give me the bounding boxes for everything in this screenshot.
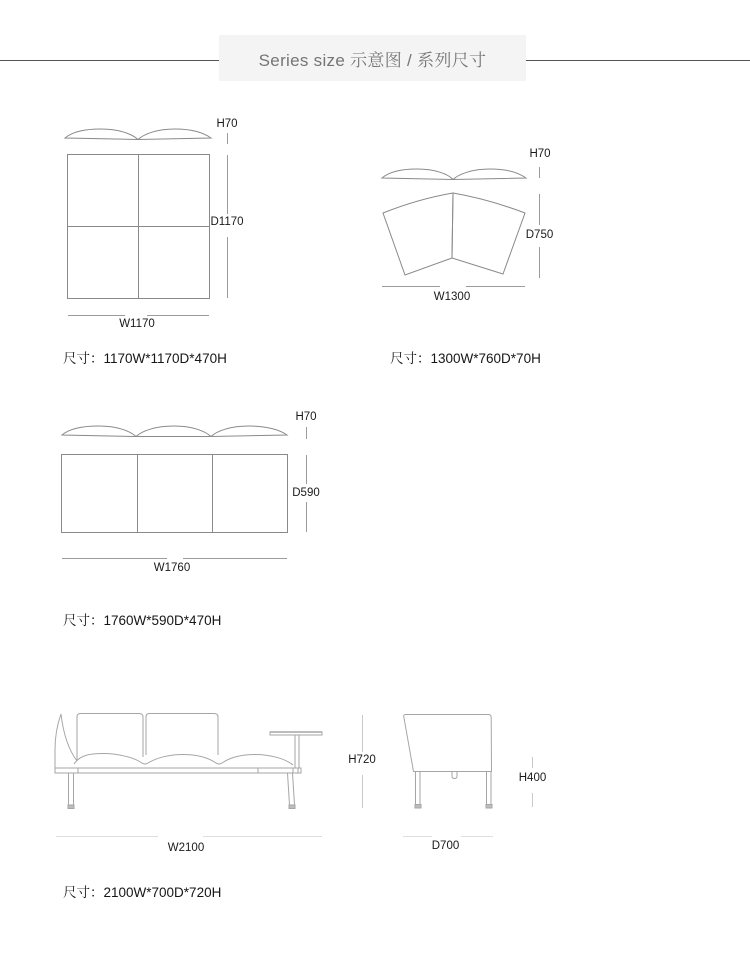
depth-dim-label: D1170 [210,216,244,228]
bottom-tab [452,772,457,779]
sofa-leg [288,773,295,805]
seat-height-dim-line-upper [532,757,533,768]
depth-dim-line-right [461,836,493,837]
height-dim-label: H70 [529,148,551,160]
size-caption: 尺寸：2100W*700D*720H [63,885,222,900]
depth-dim-label: D590 [292,487,320,499]
width-dim-label: W1170 [119,318,155,330]
sofa-front-elevation-drawing [50,705,330,815]
side-body-outline [404,715,492,772]
width-dim-line-right [203,836,322,837]
width-dim-label: W1760 [153,562,191,574]
depth-dim-label: D700 [431,840,460,852]
seat-height-dim-label: H400 [518,772,547,784]
side-table-bracket [293,768,301,773]
page-title: Series size 示意图 / 系列尺寸 [258,50,487,70]
width-dim-label: W1300 [433,291,471,303]
depth-dim-label: D750 [525,229,554,241]
sofa-leg [416,772,421,805]
overall-height-dim-line-lower [362,775,363,808]
size-caption: 尺寸：1300W*760D*70H [390,351,541,366]
height-dim-label: H70 [295,411,317,423]
seat-cushions [74,754,293,766]
sofa-side-elevation-drawing [400,710,500,810]
height-dim-label: H70 [216,118,238,130]
sofa-leg [69,773,74,805]
sofa-leg [487,772,492,805]
overall-height-dim-line-upper [362,715,363,752]
seat-height-dim-line-lower [532,793,533,807]
width-dim-line-left [56,836,158,837]
seat-frame [55,768,298,773]
side-table-post [295,735,299,768]
back-cushion [146,714,218,756]
title-banner [219,35,526,81]
size-caption: 尺寸：1760W*590D*470H [63,613,222,628]
depth-dim-line-left [403,836,432,837]
width-dim-label: W2100 [167,842,205,854]
overall-height-dim-label: H720 [348,754,376,766]
armrest-outline [55,714,61,768]
size-caption: 尺寸：1170W*1170D*470H [63,351,227,366]
